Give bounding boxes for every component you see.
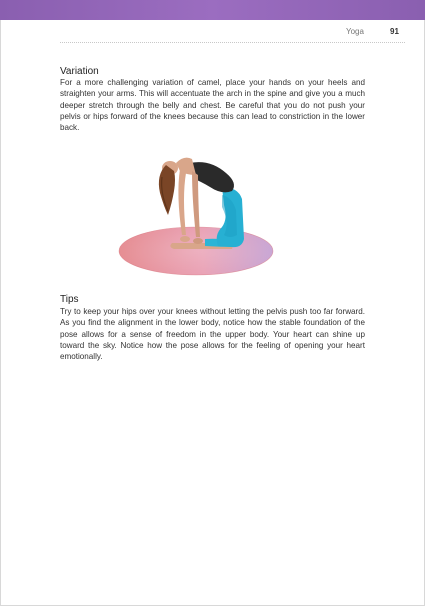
running-head: Yoga — [346, 27, 364, 36]
tips-heading: Tips — [60, 294, 79, 305]
left-arm — [178, 169, 186, 235]
camel-pose-illustration — [110, 135, 295, 285]
variation-paragraph: For a more challenging variation of camel, place your hands on your heels and straighten your arms. This will accentuate the arch in the spine and give you a much deeper stretch through the belly and chest. Be careful that you do not push your pelvis or hips forward of the knees because this can lead to constriction in the lower back. — [60, 78, 365, 133]
variation-heading: Variation — [60, 66, 99, 77]
page-number: 91 — [390, 27, 399, 36]
camel-pose-photo — [110, 135, 295, 285]
top-color-band — [0, 0, 425, 20]
header-divider — [60, 42, 405, 43]
tips-paragraph: Try to keep your hips over your knees without letting the pelvis push too far forward. As you find the alignment in the lower body, notice how the stable foundation of the pose allows for a sense of freedom in the upper body. Your heart can shine up toward the sky. Notice how the pose allows for the feeling of opening your heart emotionally. — [60, 307, 365, 362]
